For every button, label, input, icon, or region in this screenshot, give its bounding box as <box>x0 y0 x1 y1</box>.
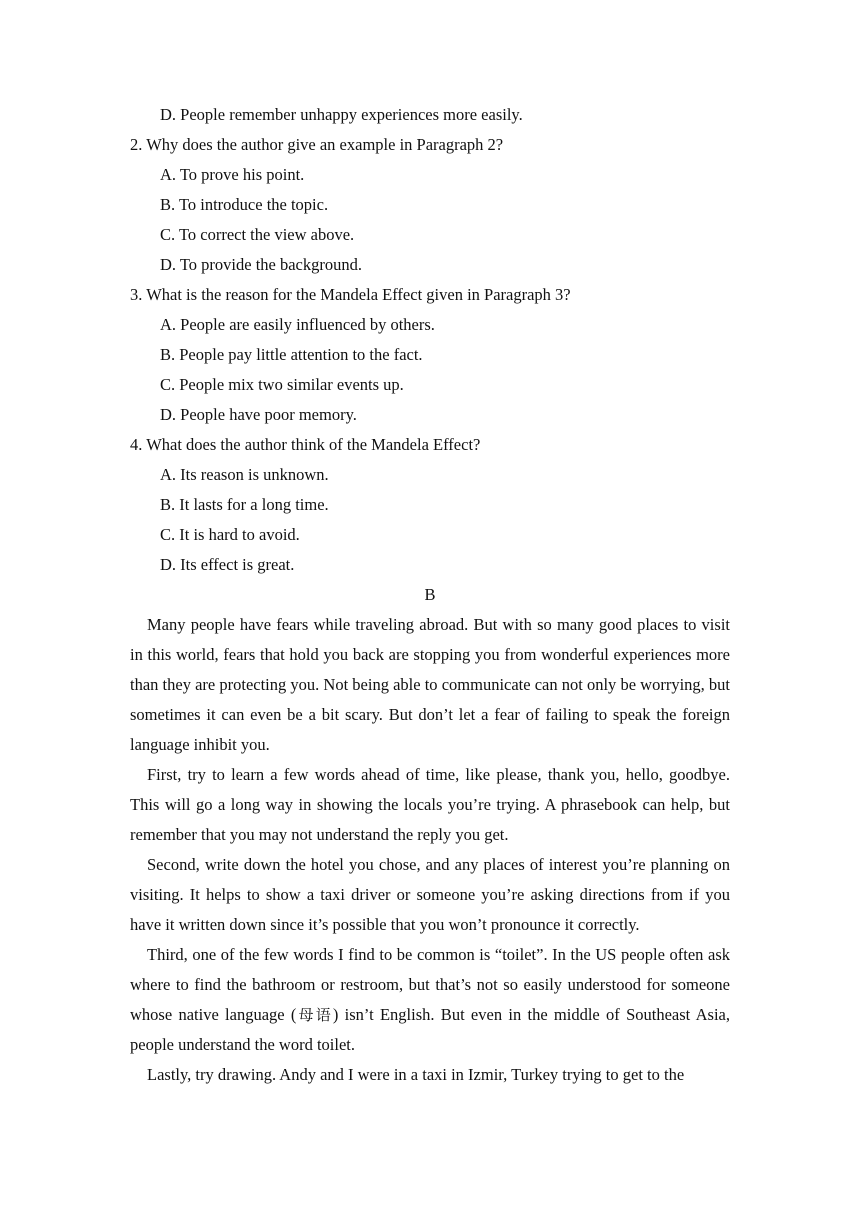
paragraph-4-text-before: Third, one of the few words I find to be common is “toilet”. In the US people often ask where to find the bathroom or restroom, but that’s not so easily understood for someone whose native language ( <box>130 945 730 1024</box>
q2-question: 2. Why does the author give an example in Paragraph 2? <box>130 135 504 154</box>
q3-question: 3. What is the reason for the Mandela Effect given in Paragraph 3? <box>130 285 571 304</box>
q2-option-b: B. To introduce the topic. <box>160 195 329 214</box>
passage-paragraph-3: Second, write down the hotel you chose, and any places of interest you’re planning on visiting. It helps to show a taxi driver or someone you’re asking directions from if you have it written down since it’s possible that you won’t pronounce it correctly. <box>130 855 730 934</box>
q2-option-c: C. To correct the view above. <box>160 225 355 244</box>
section-heading: B <box>424 585 436 604</box>
passage-paragraph-2: First, try to learn a few words ahead of time, like please, thank you, hello, goodbye. This will go a long way in showing the locals you’re trying. A phrasebook can help, but remember that you may not understand the reply you get. <box>130 765 730 844</box>
q4-option-b: B. It lasts for a long time. <box>160 495 329 514</box>
q1-option-d: D. People remember unhappy experiences more easily. <box>160 105 523 124</box>
q4-option-d: D. Its effect is great. <box>160 555 295 574</box>
paragraph-4-chinese-gloss: 母语 <box>296 1006 333 1024</box>
q3-option-d: D. People have poor memory. <box>160 405 357 424</box>
q4-question: 4. What does the author think of the Mandela Effect? <box>130 435 481 454</box>
q4-option-a: A. Its reason is unknown. <box>160 465 329 484</box>
q2-option-a: A. To prove his point. <box>160 165 305 184</box>
document-page <box>130 100 730 1090</box>
passage-paragraph-4 <box>130 940 730 1060</box>
q3-option-a: A. People are easily influenced by others. <box>160 315 435 334</box>
q3-option-b: B. People pay little attention to the fact. <box>160 345 423 364</box>
passage-paragraph-5: Lastly, try drawing. Andy and I were in a taxi in Izmir, Turkey trying to get to the <box>147 1065 685 1084</box>
q2-option-d: D. To provide the background. <box>160 255 362 274</box>
passage-paragraph-1: Many people have fears while traveling abroad. But with so many good places to visit in this world, fears that hold you back are stopping you from wonderful experiences more than they are protecting you. Not being able to communicate can not only be worrying, but sometimes it can even be a bit scary. But don’t let a fear of failing to speak the foreign language inhibit you. <box>130 615 730 754</box>
paragraph-4-text-after: ) isn’t English. But even in the middle of Southeast Asia, people understand the word toilet. <box>130 1005 730 1054</box>
q4-option-c: C. It is hard to avoid. <box>160 525 300 544</box>
q3-option-c: C. People mix two similar events up. <box>160 375 404 394</box>
